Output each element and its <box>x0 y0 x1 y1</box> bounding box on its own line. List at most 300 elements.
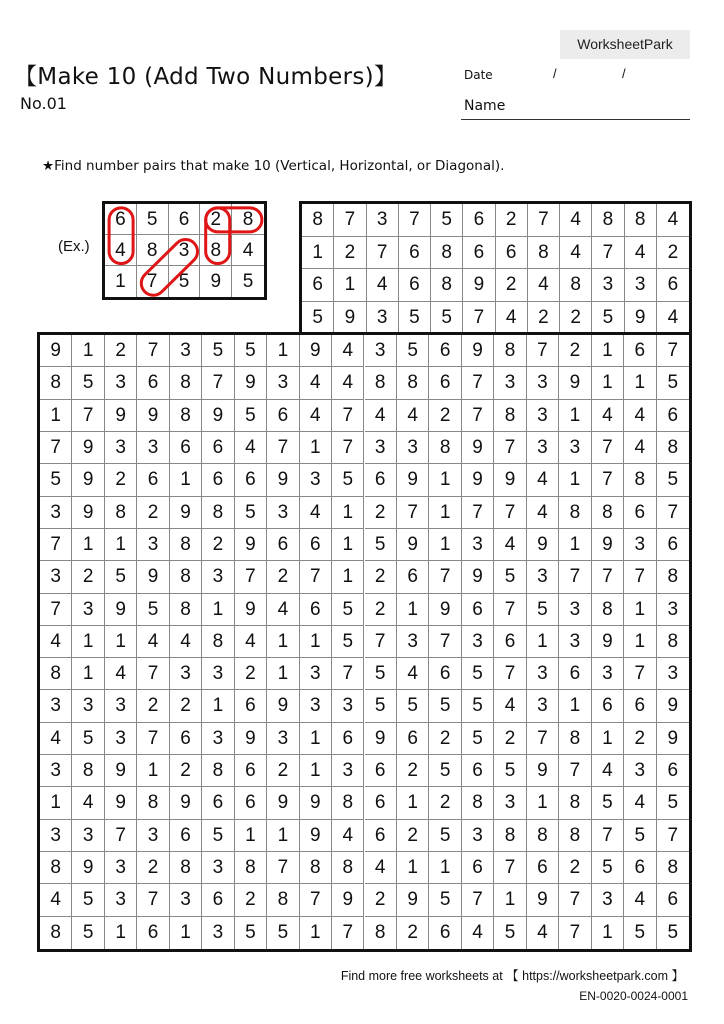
grid-cell[interactable]: 1 <box>429 852 461 884</box>
grid-cell[interactable]: 4 <box>170 626 202 658</box>
grid-cell[interactable]: 1 <box>170 464 202 496</box>
grid-cell[interactable]: 4 <box>462 917 494 949</box>
grid-cell[interactable]: 6 <box>202 884 234 916</box>
grid-cell[interactable]: 8 <box>657 432 689 464</box>
grid-cell[interactable]: 4 <box>527 464 559 496</box>
grid-cell[interactable]: 4 <box>300 400 332 432</box>
grid-cell[interactable]: 3 <box>300 658 332 690</box>
grid-cell[interactable]: 3 <box>72 820 104 852</box>
grid-cell[interactable]: 5 <box>105 561 137 593</box>
grid-cell[interactable]: 8 <box>200 235 232 266</box>
grid-cell[interactable]: 9 <box>72 432 104 464</box>
grid-cell[interactable]: 1 <box>592 335 624 367</box>
grid-cell[interactable]: 6 <box>559 658 591 690</box>
grid-cell[interactable]: 1 <box>72 529 104 561</box>
grid-cell[interactable]: 2 <box>105 335 137 367</box>
grid-cell[interactable]: 5 <box>462 723 494 755</box>
grid-cell[interactable]: 4 <box>527 497 559 529</box>
grid-cell[interactable]: 1 <box>429 464 461 496</box>
grid-cell[interactable]: 2 <box>429 723 461 755</box>
grid-cell[interactable]: 6 <box>429 367 461 399</box>
grid-cell[interactable]: 1 <box>202 594 234 626</box>
grid-cell[interactable]: 1 <box>397 594 429 626</box>
grid-cell[interactable]: 8 <box>365 367 397 399</box>
grid-cell[interactable]: 6 <box>137 367 169 399</box>
grid-cell[interactable]: 2 <box>624 723 656 755</box>
grid-cell[interactable]: 4 <box>624 884 656 916</box>
grid-cell[interactable]: 5 <box>137 204 169 235</box>
grid-cell[interactable]: 9 <box>72 497 104 529</box>
grid-cell[interactable]: 3 <box>462 529 494 561</box>
grid-cell[interactable]: 3 <box>365 432 397 464</box>
grid-cell[interactable]: 6 <box>527 852 559 884</box>
grid-cell[interactable]: 4 <box>137 626 169 658</box>
grid-cell[interactable]: 7 <box>72 400 104 432</box>
grid-cell[interactable]: 9 <box>137 400 169 432</box>
grid-cell[interactable]: 4 <box>40 626 72 658</box>
grid-cell[interactable]: 3 <box>267 367 299 399</box>
grid-cell[interactable]: 3 <box>462 820 494 852</box>
grid-cell[interactable]: 7 <box>399 204 431 237</box>
grid-cell[interactable]: 3 <box>105 852 137 884</box>
grid-cell[interactable]: 5 <box>527 594 559 626</box>
grid-cell[interactable]: 7 <box>235 561 267 593</box>
grid-cell[interactable]: 3 <box>202 658 234 690</box>
grid-cell[interactable]: 5 <box>40 464 72 496</box>
grid-cell[interactable]: 4 <box>40 723 72 755</box>
grid-cell[interactable]: 6 <box>137 917 169 949</box>
grid-cell[interactable]: 3 <box>267 497 299 529</box>
grid-cell[interactable]: 6 <box>397 561 429 593</box>
grid-cell[interactable]: 3 <box>527 690 559 722</box>
grid-cell[interactable]: 4 <box>267 594 299 626</box>
grid-cell[interactable]: 7 <box>300 561 332 593</box>
grid-cell[interactable]: 9 <box>397 884 429 916</box>
grid-cell[interactable]: 2 <box>235 884 267 916</box>
grid-cell[interactable]: 6 <box>624 497 656 529</box>
grid-cell[interactable]: 7 <box>559 561 591 593</box>
grid-cell[interactable]: 3 <box>527 432 559 464</box>
grid-cell[interactable]: 3 <box>494 367 526 399</box>
grid-cell[interactable]: 3 <box>367 204 399 237</box>
grid-cell[interactable]: 5 <box>399 302 431 335</box>
grid-cell[interactable]: 5 <box>462 658 494 690</box>
grid-cell[interactable]: 2 <box>496 269 528 302</box>
grid-cell[interactable]: 1 <box>494 884 526 916</box>
grid-cell[interactable]: 7 <box>334 204 366 237</box>
grid-cell[interactable]: 8 <box>559 787 591 819</box>
grid-cell[interactable]: 1 <box>592 367 624 399</box>
grid-cell[interactable]: 8 <box>170 400 202 432</box>
grid-cell[interactable]: 4 <box>105 658 137 690</box>
grid-cell[interactable]: 3 <box>367 302 399 335</box>
grid-cell[interactable]: 2 <box>235 658 267 690</box>
grid-cell[interactable]: 2 <box>267 755 299 787</box>
grid-cell[interactable]: 7 <box>462 367 494 399</box>
grid-cell[interactable]: 9 <box>235 367 267 399</box>
grid-cell[interactable]: 6 <box>657 755 689 787</box>
grid-cell[interactable]: 9 <box>592 529 624 561</box>
grid-cell[interactable]: 1 <box>592 917 624 949</box>
grid-cell[interactable]: 4 <box>560 237 592 270</box>
grid-cell[interactable]: 1 <box>300 723 332 755</box>
grid-cell[interactable]: 3 <box>494 787 526 819</box>
grid-cell[interactable]: 5 <box>235 497 267 529</box>
grid-cell[interactable]: 6 <box>202 464 234 496</box>
grid-cell[interactable]: 6 <box>494 626 526 658</box>
grid-cell[interactable]: 5 <box>202 820 234 852</box>
grid-cell[interactable]: 4 <box>365 852 397 884</box>
grid-cell[interactable]: 8 <box>625 204 657 237</box>
grid-cell[interactable]: 2 <box>137 690 169 722</box>
grid-cell[interactable]: 5 <box>592 852 624 884</box>
grid-cell[interactable]: 7 <box>137 884 169 916</box>
grid-cell[interactable]: 5 <box>657 787 689 819</box>
grid-cell[interactable]: 1 <box>527 787 559 819</box>
grid-cell[interactable]: 4 <box>494 690 526 722</box>
grid-cell[interactable]: 1 <box>267 820 299 852</box>
grid-cell[interactable]: 8 <box>592 497 624 529</box>
grid-cell[interactable]: 8 <box>72 755 104 787</box>
grid-cell[interactable]: 7 <box>267 852 299 884</box>
grid-cell[interactable]: 8 <box>657 852 689 884</box>
grid-cell[interactable]: 3 <box>462 626 494 658</box>
grid-cell[interactable]: 6 <box>267 400 299 432</box>
grid-cell[interactable]: 8 <box>40 917 72 949</box>
grid-cell[interactable]: 7 <box>559 917 591 949</box>
grid-cell[interactable]: 8 <box>494 335 526 367</box>
grid-cell[interactable]: 7 <box>657 820 689 852</box>
grid-cell[interactable]: 1 <box>300 755 332 787</box>
grid-cell[interactable]: 4 <box>397 658 429 690</box>
grid-cell[interactable]: 5 <box>169 266 201 297</box>
grid-cell[interactable]: 3 <box>72 594 104 626</box>
grid-cell[interactable]: 6 <box>397 723 429 755</box>
grid-cell[interactable]: 1 <box>202 690 234 722</box>
grid-cell[interactable]: 6 <box>332 723 364 755</box>
grid-cell[interactable]: 8 <box>528 237 560 270</box>
grid-cell[interactable]: 8 <box>431 269 463 302</box>
grid-cell[interactable]: 6 <box>624 852 656 884</box>
grid-cell[interactable]: 6 <box>429 658 461 690</box>
grid-cell[interactable]: 2 <box>365 561 397 593</box>
grid-cell[interactable]: 3 <box>624 755 656 787</box>
grid-cell[interactable]: 7 <box>462 884 494 916</box>
grid-cell[interactable]: 4 <box>624 432 656 464</box>
grid-cell[interactable]: 7 <box>40 432 72 464</box>
grid-cell[interactable]: 8 <box>170 367 202 399</box>
grid-cell[interactable]: 2 <box>657 237 689 270</box>
grid-cell[interactable]: 1 <box>334 269 366 302</box>
grid-cell[interactable]: 1 <box>624 367 656 399</box>
grid-cell[interactable]: 3 <box>657 594 689 626</box>
grid-cell[interactable]: 8 <box>40 852 72 884</box>
grid-cell[interactable]: 2 <box>137 852 169 884</box>
grid-cell[interactable]: 2 <box>334 237 366 270</box>
grid-cell[interactable]: 4 <box>332 335 364 367</box>
grid-cell[interactable]: 9 <box>462 464 494 496</box>
grid-cell[interactable]: 4 <box>494 529 526 561</box>
grid-cell[interactable]: 7 <box>592 237 624 270</box>
grid-cell[interactable]: 1 <box>105 266 137 297</box>
grid-cell[interactable]: 7 <box>105 820 137 852</box>
grid-cell[interactable]: 7 <box>592 432 624 464</box>
grid-cell[interactable]: 9 <box>267 787 299 819</box>
grid-cell[interactable]: 1 <box>332 529 364 561</box>
grid-cell[interactable]: 6 <box>624 335 656 367</box>
grid-cell[interactable]: 6 <box>462 755 494 787</box>
grid-cell[interactable]: 9 <box>332 884 364 916</box>
grid-cell[interactable]: 5 <box>667 921 679 943</box>
grid-cell[interactable]: 3 <box>559 432 591 464</box>
grid-cell[interactable]: 1 <box>40 787 72 819</box>
grid-cell[interactable]: 9 <box>462 561 494 593</box>
grid-cell[interactable]: 6 <box>170 820 202 852</box>
grid-cell[interactable]: 1 <box>72 335 104 367</box>
grid-cell[interactable]: 6 <box>463 237 495 270</box>
grid-cell[interactable]: 3 <box>202 561 234 593</box>
grid-cell[interactable]: 7 <box>429 561 461 593</box>
grid-cell[interactable]: 4 <box>625 237 657 270</box>
grid-cell[interactable]: 1 <box>72 626 104 658</box>
grid-cell[interactable]: 7 <box>462 497 494 529</box>
grid-cell[interactable]: 3 <box>625 269 657 302</box>
grid-cell[interactable]: 8 <box>202 626 234 658</box>
grid-cell[interactable]: 9 <box>429 594 461 626</box>
grid-cell[interactable]: 6 <box>300 529 332 561</box>
grid-cell[interactable]: 4 <box>496 302 528 335</box>
grid-cell[interactable]: 8 <box>40 367 72 399</box>
grid-cell[interactable]: 7 <box>137 266 169 297</box>
grid-cell[interactable]: 7 <box>527 723 559 755</box>
grid-cell[interactable]: 5 <box>72 367 104 399</box>
grid-cell[interactable]: 7 <box>300 884 332 916</box>
grid-cell[interactable]: 1 <box>105 529 137 561</box>
grid-cell[interactable]: 6 <box>592 690 624 722</box>
grid-cell[interactable]: 4 <box>232 235 264 266</box>
grid-cell[interactable]: 5 <box>72 917 104 949</box>
grid-cell[interactable]: 7 <box>527 335 559 367</box>
grid-cell[interactable]: 6 <box>429 917 461 949</box>
grid-cell[interactable]: 4 <box>657 204 689 237</box>
grid-cell[interactable]: 5 <box>624 820 656 852</box>
grid-cell[interactable]: 9 <box>267 690 299 722</box>
grid-cell[interactable]: 6 <box>202 787 234 819</box>
grid-cell[interactable]: 8 <box>397 367 429 399</box>
grid-cell[interactable]: 8 <box>105 497 137 529</box>
grid-cell[interactable]: 5 <box>365 658 397 690</box>
grid-cell[interactable]: 2 <box>267 561 299 593</box>
grid-cell[interactable]: 6 <box>657 884 689 916</box>
grid-cell[interactable]: 7 <box>494 497 526 529</box>
grid-cell[interactable]: 4 <box>560 204 592 237</box>
grid-cell[interactable]: 5 <box>332 464 364 496</box>
grid-cell[interactable]: 4 <box>332 367 364 399</box>
grid-cell[interactable]: 1 <box>105 917 137 949</box>
grid-cell[interactable]: 4 <box>300 367 332 399</box>
grid-cell[interactable]: 3 <box>365 335 397 367</box>
grid-cell[interactable]: 7 <box>332 658 364 690</box>
grid-cell[interactable]: 3 <box>559 594 591 626</box>
grid-cell[interactable]: 8 <box>332 852 364 884</box>
grid-cell[interactable]: 9 <box>625 302 657 335</box>
grid-cell[interactable]: 5 <box>242 271 254 292</box>
grid-cell[interactable]: 4 <box>235 626 267 658</box>
grid-cell[interactable]: 1 <box>527 626 559 658</box>
grid-cell[interactable]: 7 <box>624 561 656 593</box>
grid-cell[interactable]: 5 <box>72 884 104 916</box>
grid-cell[interactable]: 4 <box>592 400 624 432</box>
grid-cell[interactable]: 3 <box>300 464 332 496</box>
grid-cell[interactable]: 8 <box>235 852 267 884</box>
grid-cell[interactable]: 9 <box>334 302 366 335</box>
grid-cell[interactable]: 7 <box>494 432 526 464</box>
grid-cell[interactable]: 9 <box>105 755 137 787</box>
grid-cell[interactable]: 8 <box>527 820 559 852</box>
grid-cell[interactable]: 8 <box>559 497 591 529</box>
grid-cell[interactable]: 6 <box>462 852 494 884</box>
grid-cell[interactable]: 6 <box>463 204 495 237</box>
grid-cell[interactable]: 5 <box>657 367 689 399</box>
grid-cell[interactable]: 2 <box>200 204 232 235</box>
grid-cell[interactable]: 5 <box>302 302 334 335</box>
grid-cell[interactable]: 1 <box>429 497 461 529</box>
grid-cell[interactable]: 3 <box>592 658 624 690</box>
grid-cell[interactable]: 5 <box>592 787 624 819</box>
grid-cell[interactable]: 7 <box>367 237 399 270</box>
grid-cell[interactable]: 6 <box>302 269 334 302</box>
grid-cell[interactable]: 6 <box>235 464 267 496</box>
grid-cell[interactable]: 3 <box>137 432 169 464</box>
grid-cell[interactable]: 7 <box>657 497 689 529</box>
grid-cell[interactable]: 3 <box>527 658 559 690</box>
grid-cell[interactable]: 4 <box>332 820 364 852</box>
grid-cell[interactable]: 5 <box>235 917 267 949</box>
grid-cell[interactable]: 6 <box>235 690 267 722</box>
grid-cell[interactable]: 3 <box>105 690 137 722</box>
grid-cell[interactable]: 6 <box>429 335 461 367</box>
grid-cell[interactable]: 6 <box>496 237 528 270</box>
grid-cell[interactable]: 5 <box>202 335 234 367</box>
grid-cell[interactable]: 7 <box>528 204 560 237</box>
grid-cell[interactable]: 9 <box>235 529 267 561</box>
grid-cell[interactable]: 5 <box>494 561 526 593</box>
grid-cell[interactable]: 6 <box>170 723 202 755</box>
grid-cell[interactable]: 5 <box>365 690 397 722</box>
grid-cell[interactable]: 8 <box>559 820 591 852</box>
grid-cell[interactable]: 7 <box>137 658 169 690</box>
grid-cell[interactable]: 7 <box>267 432 299 464</box>
grid-cell[interactable]: 9 <box>365 723 397 755</box>
grid-cell[interactable]: 8 <box>267 884 299 916</box>
grid-cell[interactable]: 1 <box>105 626 137 658</box>
grid-cell[interactable]: 6 <box>399 237 431 270</box>
grid-cell[interactable]: 9 <box>300 787 332 819</box>
grid-cell[interactable]: 5 <box>267 917 299 949</box>
grid-cell[interactable]: 2 <box>397 917 429 949</box>
grid-cell[interactable]: 5 <box>624 917 656 949</box>
grid-cell[interactable]: 3 <box>170 884 202 916</box>
grid-cell[interactable]: 7 <box>494 658 526 690</box>
grid-cell[interactable]: 9 <box>462 335 494 367</box>
grid-cell[interactable]: 9 <box>105 400 137 432</box>
grid-cell[interactable]: 3 <box>40 497 72 529</box>
grid-cell[interactable]: 2 <box>365 497 397 529</box>
grid-cell[interactable]: 1 <box>300 432 332 464</box>
grid-cell[interactable]: 9 <box>105 787 137 819</box>
grid-cell[interactable]: 4 <box>527 917 559 949</box>
grid-cell[interactable]: 7 <box>332 432 364 464</box>
grid-cell[interactable]: 7 <box>494 594 526 626</box>
grid-cell[interactable]: 6 <box>462 594 494 626</box>
grid-cell[interactable]: 3 <box>170 658 202 690</box>
grid-cell[interactable]: 1 <box>559 464 591 496</box>
grid-cell[interactable]: 8 <box>657 626 689 658</box>
grid-cell[interactable]: 8 <box>560 269 592 302</box>
grid-cell[interactable]: 3 <box>592 884 624 916</box>
grid-cell[interactable]: 3 <box>267 723 299 755</box>
grid-cell[interactable]: 8 <box>494 820 526 852</box>
grid-cell[interactable]: 4 <box>235 432 267 464</box>
grid-cell[interactable]: 9 <box>170 497 202 529</box>
grid-cell[interactable]: 9 <box>494 464 526 496</box>
grid-cell[interactable]: 6 <box>624 690 656 722</box>
grid-cell[interactable]: 8 <box>462 787 494 819</box>
grid-cell[interactable]: 1 <box>624 594 656 626</box>
grid-cell[interactable]: 6 <box>235 787 267 819</box>
grid-cell[interactable]: 7 <box>332 917 364 949</box>
grid-cell[interactable]: 6 <box>365 820 397 852</box>
grid-cell[interactable]: 5 <box>462 690 494 722</box>
grid-cell[interactable]: 6 <box>365 787 397 819</box>
grid-cell[interactable]: 6 <box>365 755 397 787</box>
grid-cell[interactable]: 9 <box>463 269 495 302</box>
grid-cell[interactable]: 3 <box>332 755 364 787</box>
grid-cell[interactable]: 3 <box>202 917 234 949</box>
grid-cell[interactable]: 8 <box>365 917 397 949</box>
grid-cell[interactable]: 6 <box>657 269 689 302</box>
grid-cell[interactable]: 8 <box>170 529 202 561</box>
grid-cell[interactable]: 5 <box>429 820 461 852</box>
grid-cell[interactable]: 1 <box>397 852 429 884</box>
grid-cell[interactable]: 9 <box>300 335 332 367</box>
grid-cell[interactable]: 6 <box>365 464 397 496</box>
grid-cell[interactable]: 8 <box>170 561 202 593</box>
grid-cell[interactable]: 8 <box>332 787 364 819</box>
grid-cell[interactable]: 9 <box>40 335 72 367</box>
grid-cell[interactable]: 8 <box>302 204 334 237</box>
grid-cell[interactable]: 2 <box>560 302 592 335</box>
grid-cell[interactable]: 3 <box>592 269 624 302</box>
grid-cell[interactable]: 5 <box>429 755 461 787</box>
grid-cell[interactable]: 9 <box>200 266 232 297</box>
grid-cell[interactable]: 7 <box>332 400 364 432</box>
grid-cell[interactable]: 1 <box>302 237 334 270</box>
grid-cell[interactable]: 3 <box>559 626 591 658</box>
grid-cell[interactable]: 4 <box>365 400 397 432</box>
grid-cell[interactable]: 3 <box>105 432 137 464</box>
grid-cell[interactable]: 4 <box>397 400 429 432</box>
grid-cell[interactable]: 9 <box>235 723 267 755</box>
grid-cell[interactable]: 7 <box>137 723 169 755</box>
grid-cell[interactable]: 5 <box>429 690 461 722</box>
grid-cell[interactable]: 1 <box>72 658 104 690</box>
grid-cell[interactable]: 8 <box>40 658 72 690</box>
grid-cell[interactable]: 8 <box>300 852 332 884</box>
grid-cell[interactable]: 4 <box>105 235 137 266</box>
grid-cell[interactable]: 3 <box>137 820 169 852</box>
grid-cell[interactable]: 1 <box>332 497 364 529</box>
